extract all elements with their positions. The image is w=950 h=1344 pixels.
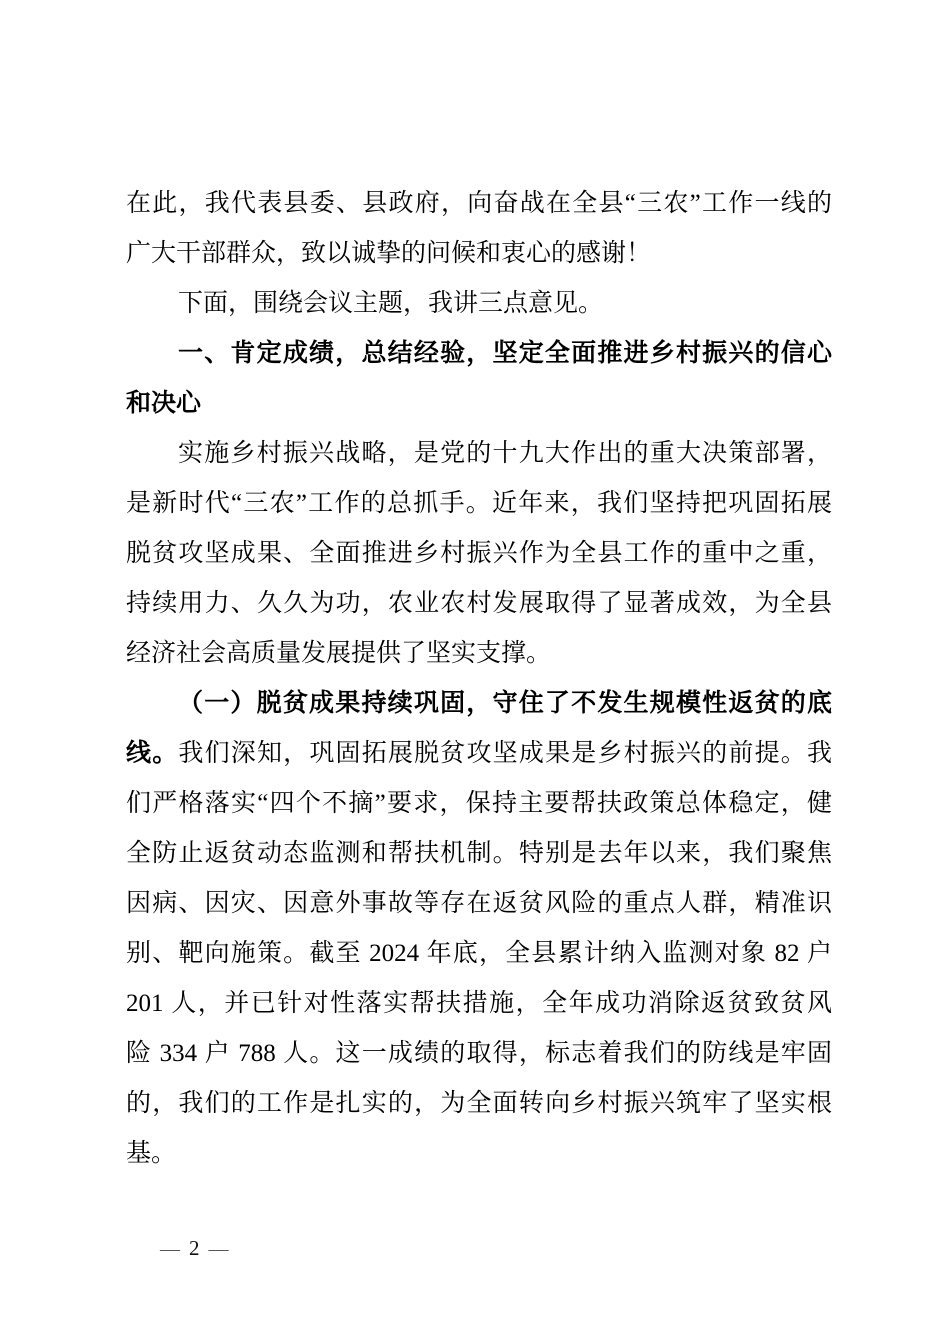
text-line — [126, 679, 832, 729]
text-line — [126, 1129, 832, 1179]
text-segment: 别、靶向施策。截至 2024 年底，全县累计纳入监测对象 82 户 — [126, 940, 832, 967]
text-segment: 基。 — [126, 1140, 177, 1167]
text-segment: 201 人，并已针对性落实帮扶措施，全年成功消除返贫致贫风 — [126, 990, 832, 1017]
text-line — [126, 829, 832, 879]
text-segment: 下面，围绕会议主题，我讲三点意见。 — [178, 290, 604, 317]
footer-dash-right: — — [208, 1238, 229, 1260]
text-segment: 在此，我代表县委、县政府，向奋战在全县“三农”工作一线的 — [126, 190, 832, 217]
text-line — [126, 179, 832, 229]
footer-page-number: 2 — [189, 1236, 200, 1260]
text-segment: 持续用力、久久为功，农业农村发展取得了显著成效，为全县 — [126, 590, 832, 617]
text-line — [126, 629, 832, 679]
text-segment: 是新时代“三农”工作的总抓手。近年来，我们坚持把巩固拓展 — [126, 490, 832, 517]
text-line — [126, 329, 832, 379]
text-segment: 的，我们的工作是扎实的，为全面转向乡村振兴筑牢了坚实根 — [126, 1090, 832, 1117]
text-line — [126, 579, 832, 629]
bold-text-segment: （一）脱贫成果持续巩固，守住了不发生规模性返贫的底 — [178, 690, 832, 717]
footer-dash-left: — — [160, 1238, 180, 1260]
text-segment: 实施乡村振兴战略，是党的十九大作出的重大决策部署， — [178, 440, 832, 467]
text-segment: 因病、因灾、因意外事故等存在返贫风险的重点人群，精准识 — [126, 890, 832, 917]
text-line — [126, 529, 832, 579]
text-segment: 广大干部群众，致以诚挚的问候和衷心的感谢！ — [126, 240, 652, 267]
bold-text-segment: 线。 — [126, 740, 179, 767]
text-segment: 险 334 户 788 人。这一成绩的取得，标志着我们的防线是牢固 — [126, 1040, 832, 1067]
text-segment: 全防止返贫动态监测和帮扶机制。特别是去年以来，我们聚焦 — [126, 840, 832, 867]
text-segment: 脱贫攻坚成果、全面推进乡村振兴作为全县工作的重中之重， — [126, 540, 832, 567]
text-line — [126, 379, 832, 429]
text-line — [126, 779, 832, 829]
text-line — [126, 879, 832, 929]
text-segment: 我们深知，巩固拓展脱贫攻坚成果是乡村振兴的前提。我 — [178, 740, 832, 767]
text-line — [126, 279, 832, 329]
text-segment: 们严格落实“四个不摘”要求，保持主要帮扶政策总体稳定，健 — [126, 790, 832, 817]
text-line — [126, 1079, 832, 1129]
text-line — [126, 479, 832, 529]
text-line — [126, 929, 832, 979]
document-body — [126, 179, 832, 1179]
text-line — [126, 229, 832, 279]
bold-text-segment: 和决心 — [126, 390, 202, 417]
bold-text-segment: 一、肯定成绩，总结经验，坚定全面推进乡村振兴的信心 — [178, 340, 832, 367]
text-line — [126, 1029, 832, 1079]
text-line — [126, 729, 832, 779]
text-segment: 经济社会高质量发展提供了坚实支撑。 — [126, 640, 552, 667]
text-line — [126, 979, 832, 1029]
text-line — [126, 429, 832, 479]
page-footer — [160, 1236, 229, 1261]
